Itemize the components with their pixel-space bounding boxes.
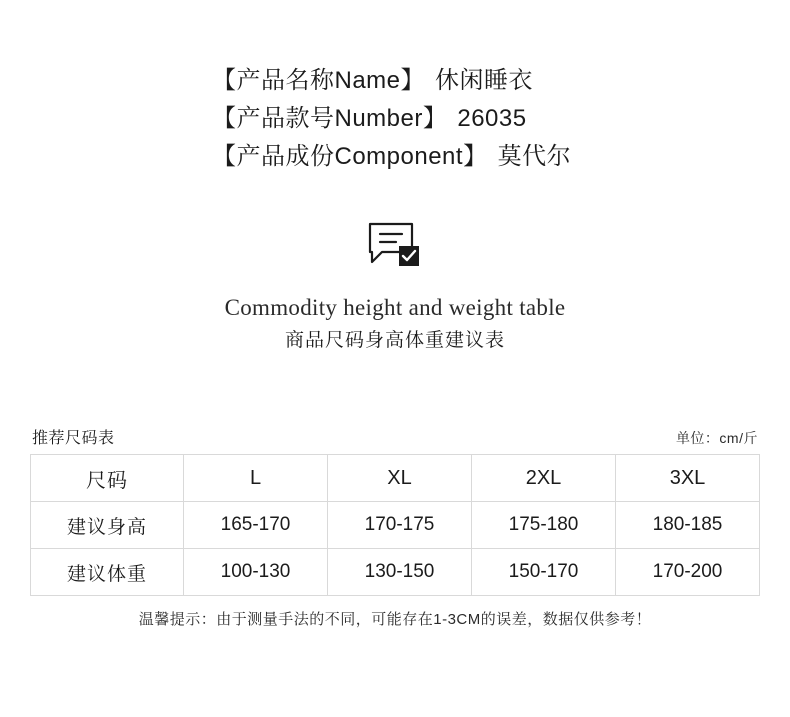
size-table-header-row [30, 425, 760, 454]
table-cell: 170-200 [616, 549, 760, 596]
product-number-label: 【产品款号Number】 [212, 105, 448, 132]
table-cell: 130-150 [328, 549, 472, 596]
table-cell: XL [328, 455, 472, 502]
product-number-value: 26035 [457, 105, 527, 132]
product-name-label: 【产品名称Name】 [212, 67, 426, 94]
size-table-section [30, 425, 760, 629]
product-info-block [212, 62, 732, 176]
size-table [30, 454, 760, 596]
table-row [31, 455, 760, 502]
section-headings [0, 293, 790, 356]
table-cell: 100-130 [184, 549, 328, 596]
product-component-value: 莫代尔 [497, 143, 572, 170]
size-table-note: 温馨提示：由于测量手法的不同，可能存在1-3CM的误差，数据仅供参考！ [138, 611, 652, 628]
table-cell: 180-185 [616, 502, 760, 549]
table-cell: 165-170 [184, 502, 328, 549]
table-cell: 175-180 [472, 502, 616, 549]
product-name-value: 休闲睡衣 [435, 67, 534, 94]
table-cell: 2XL [472, 455, 616, 502]
table-row-label: 尺码 [31, 455, 184, 502]
product-info-line-number [212, 100, 732, 138]
checklist-bubble-icon [368, 222, 422, 270]
product-component-label: 【产品成份Component】 [212, 143, 488, 170]
table-cell: 3XL [616, 455, 760, 502]
checklist-bubble-icon-wrapper [0, 222, 790, 270]
table-row [31, 549, 760, 596]
table-row-label: 建议体重 [31, 549, 184, 596]
table-cell: 150-170 [472, 549, 616, 596]
size-table-title: 推荐尺码表 [32, 430, 115, 447]
table-row [31, 502, 760, 549]
heading-english: Commodity height and weight table [224, 295, 566, 320]
heading-chinese: 商品尺码身高体重建议表 [284, 330, 505, 351]
product-info-line-name [212, 62, 732, 100]
table-cell: L [184, 455, 328, 502]
table-cell: 170-175 [328, 502, 472, 549]
size-table-unit: 单位：cm/斤 [675, 430, 758, 446]
table-row-label: 建议身高 [31, 502, 184, 549]
product-info-line-component [212, 138, 732, 176]
